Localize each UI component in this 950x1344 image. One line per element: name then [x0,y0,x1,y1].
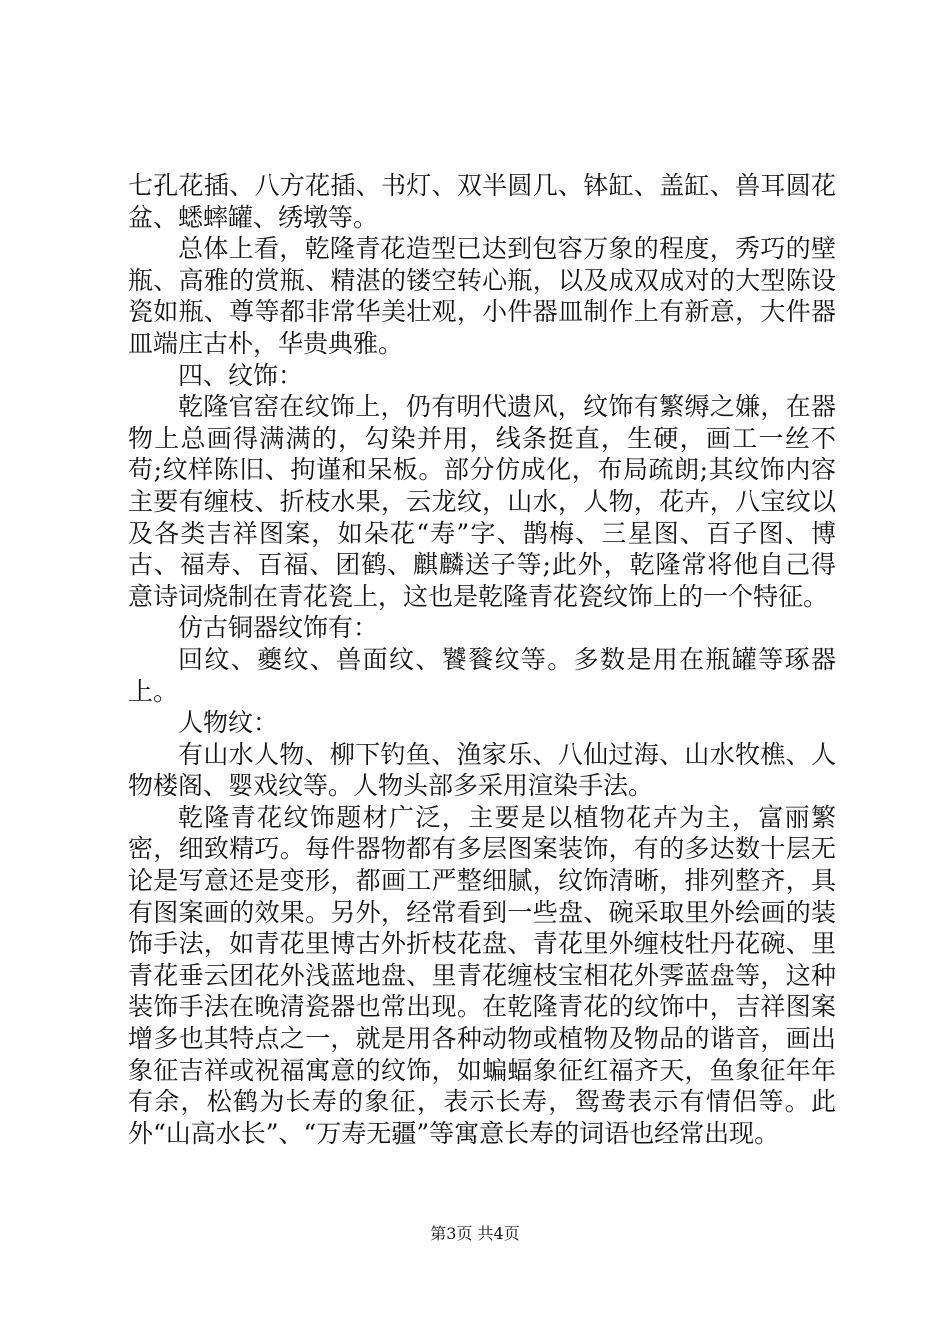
paragraph-1: 七孔花插、八方花插、书灯、双半圆几、钵缸、盖缸、兽耳圆花盆、蟋蟀罐、绣墩等。 [128,171,836,232]
paragraph-8: 有山水人物、柳下钓鱼、渔家乐、八仙过海、山水牧樵、人物楼阁、婴戏纹等。人物头部多采用渲染手法。 [128,739,836,801]
paragraph-6: 回纹、夔纹、兽面纹、饕餮纹等。多数是用在瓶罐等琢器上。 [128,644,836,706]
section-heading-decoration: 四、纹饰： [178,360,304,390]
paragraph-9: 乾隆青花纹饰题材广泛，主要是以植物花卉为主，富丽繁密，细致精巧。每件器物都有多层图案装饰，有的多达数十层无论是写意还是变形，都画工严整细腻，纹饰清晰，排列整齐，具有图案画的效果。另外，经常看到一些盘、碗采取里外绘画的装饰手法，如青花里博古外折枝花盘、青花里外缠枝牡丹花碗、里青花垂云团花外浅蓝地盘、里青花缠枝宝相花外霁蓝盘等，这种装饰手法在晚清瓷器也常出现。在乾隆青花的纹饰中，吉祥图案增多也其特点之一，就是用各种动物或植物及物品的谐音，画出象征吉祥或祝福寓意的纹饰，如蝙蝠象征红福齐天，鱼象征年年有余，松鹤为长寿的象征，表示长寿，鸳鸯表示有情侣等。此外“山高水长”、“万寿无疆”等寓意长寿的词语也经常出现。 [128,802,836,1148]
page-number-footer: 第3页 共4页 [430,1224,520,1243]
subheading-figure-patterns: 人物纹： [178,708,279,738]
paragraph-4: 乾隆官窑在纹饰上，仍有明代遗风，纹饰有繁缛之嫌，在器物上总画得满满的，勾染并用，线条挺直，生硬，画工一丝不苟;纹样陈旧、拘谨和呆板。部分仿成化，布局疏朗;其纹饰内容主要有缠枝、折枝水果，云龙纹，山水，人物，花卉，八宝纹以及各类吉祥图案，如朵花“寿”字、鹊梅、三星图、百子图、博古、福寿、百福、团鹤、麒麟送子等;此外，乾隆常将他自己得意诗词烧制在青花瓷上，这也是乾隆青花瓷纹饰上的一个特征。 [128,392,836,611]
paragraph-2: 总体上看，乾隆青花造型已达到包容万象的程度，秀巧的壁瓶、高雅的赏瓶、精湛的镂空转心瓶，以及成双成对的大型陈设瓷如瓶、尊等都非常华美壮观，小件器皿制作上有新意，大件器皿端庄古朴，华贵典雅。 [128,234,836,358]
subheading-bronze-patterns: 仿古铜器纹饰有： [178,613,379,643]
document-body [128,170,836,1149]
